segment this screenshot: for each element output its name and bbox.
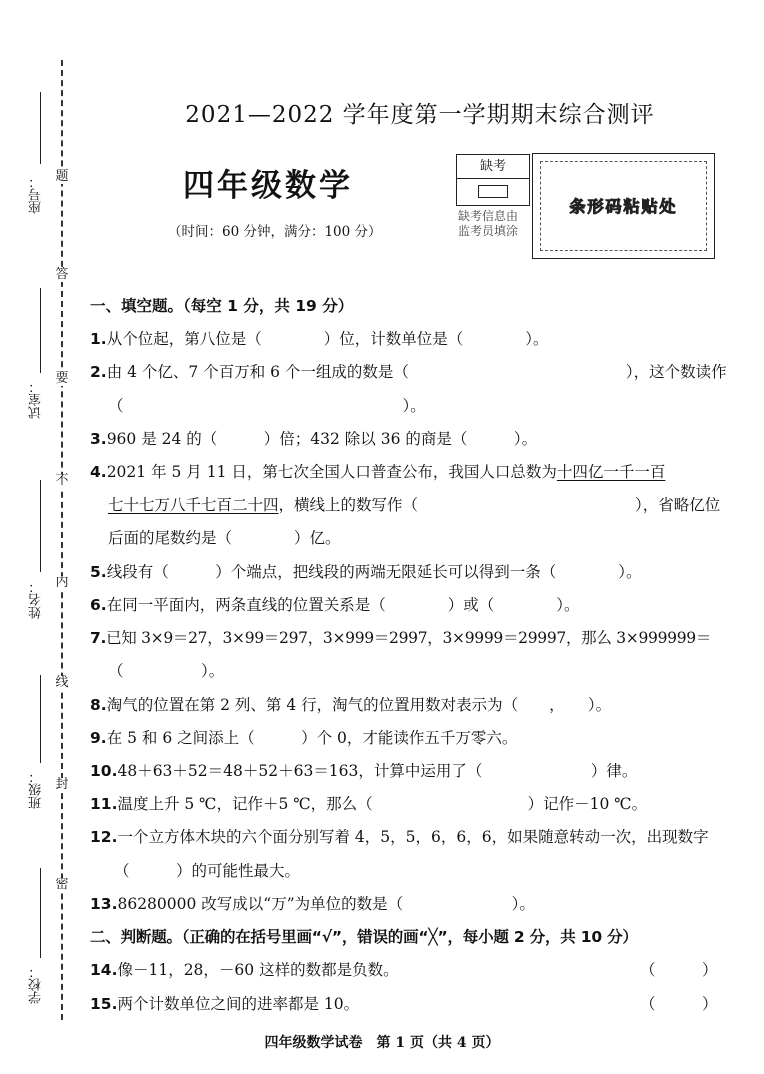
question-number: 3.	[90, 430, 107, 448]
question-text: 两个计数单位之间的进率都是 10。	[117, 995, 360, 1013]
seal-char: 要	[55, 371, 69, 386]
question-text: 像－11，28，－60 这样的数都是负数。	[117, 961, 399, 979]
question-text: 960 是 24 的（ ）倍；432 除以 36 的商是（ ）。	[106, 430, 538, 448]
question-number: 9.	[90, 729, 107, 747]
question-number: 6.	[90, 596, 107, 614]
question-number: 14.	[90, 961, 118, 979]
question-9	[90, 728, 517, 748]
question-13	[90, 894, 535, 914]
seal-char: 题	[55, 169, 69, 184]
question-4-cont2: 后面的尾数约是（ ）亿。	[108, 529, 341, 547]
exam-title: 2021—2022 学年度第一学期期末综合测评	[185, 102, 655, 128]
question-text: ，横线上的数写作（ ），省略亿位	[278, 496, 721, 514]
question-number: 10.	[90, 762, 118, 780]
question-7-cont: （ ）。	[108, 662, 225, 680]
question-text: 淘气的位置在第 2 列、第 4 行，淘气的位置用数对表示为（ ， ）。	[106, 696, 612, 714]
room-label: 试室：	[29, 380, 44, 419]
absent-mark-box[interactable]	[478, 185, 508, 198]
binding-dashed-line	[61, 60, 63, 1020]
question-number: 11.	[90, 795, 118, 813]
room-field[interactable]	[40, 288, 41, 373]
question-number: 13.	[90, 895, 118, 913]
question-text: 已知 3×9＝27，3×99＝297，3×999＝2997，3×9999＝29997，那么 3×999999＝	[106, 629, 712, 647]
answer-parentheses[interactable]: （ ）	[640, 961, 718, 979]
question-text: 线段有（ ）个端点，把线段的两端无限延长可以得到一条（ ）。	[106, 563, 642, 581]
seal-char: 线	[55, 675, 69, 690]
question-14	[90, 960, 399, 980]
question-number: 15.	[90, 995, 118, 1013]
barcode-area	[532, 153, 715, 259]
question-number: 2.	[90, 363, 107, 381]
seat-field[interactable]	[40, 92, 41, 164]
question-text: 在 5 和 6 之间添上（ ）个 0，才能读作五千万零六。	[106, 729, 518, 747]
question-4-cont	[108, 495, 720, 515]
answer-parentheses[interactable]: （ ）	[640, 995, 718, 1013]
question-6	[90, 595, 579, 615]
question-5	[90, 562, 641, 582]
school-label: 学校：	[29, 965, 44, 1004]
question-number: 7.	[90, 629, 107, 647]
question-text: 48＋63＋52＝48＋52＋63＝163，计算中运用了（ ）律。	[117, 762, 638, 780]
section-fill-heading: 一、填空题。（每空 1 分，共 19 分）	[90, 297, 354, 315]
absent-label: 缺考	[457, 156, 529, 179]
question-8	[90, 695, 611, 715]
time-info: （时间：60 分钟，满分：100 分）	[168, 224, 382, 240]
question-12	[90, 827, 709, 847]
absent-box	[456, 154, 530, 206]
question-11	[90, 794, 647, 814]
question-7	[90, 628, 711, 648]
question-15	[90, 994, 359, 1014]
question-text: 从个位起，第八位是（ ）位，计数单位是（ ）。	[106, 330, 549, 348]
question-text: 温度上升 5 ℃，记作＋5 ℃，那么（ ）记作－10 ℃。	[117, 795, 648, 813]
question-4	[90, 462, 665, 482]
barcode-label: 条形码粘贴处	[569, 197, 678, 216]
question-number: 12.	[90, 828, 118, 846]
question-10	[90, 761, 637, 781]
question-text: 在同一平面内，两条直线的位置关系是（ ）或（ ）。	[106, 596, 580, 614]
section-judge-heading: 二、判断题。（正确的在括号里画“√”，错误的画“╳”，每小题 2 分，共 10 分）	[90, 928, 638, 946]
question-12-cont: （ ）的可能性最大。	[114, 862, 301, 880]
seal-char: 密	[55, 877, 69, 892]
question-1	[90, 329, 548, 349]
question-number: 8.	[90, 696, 107, 714]
question-3	[90, 429, 537, 449]
subject-title: 四年级数学	[183, 168, 353, 204]
page-footer: 四年级数学试卷 第 1 页（共 4 页）	[264, 1035, 500, 1051]
question-number: 4.	[90, 463, 107, 481]
seal-char: 答	[55, 267, 69, 282]
school-field[interactable]	[40, 868, 41, 958]
name-field[interactable]	[40, 480, 41, 572]
question-number: 1.	[90, 330, 107, 348]
question-2	[90, 362, 727, 382]
seal-char: 不	[55, 473, 69, 488]
question-text: 一个立方体木块的六个面分别写着 4，5，5，6，6，6，如果随意转动一次，出现数字	[117, 828, 709, 846]
class-label: 班级：	[29, 770, 44, 809]
underlined-number: 十四亿一千一百	[556, 463, 666, 481]
question-number: 5.	[90, 563, 107, 581]
question-text: 2021 年 5 月 11 日，第七次全国人口普查公布，我国人口总数为	[106, 463, 557, 481]
seal-char: 封	[55, 777, 69, 792]
underlined-number: 七十七万八千七百二十四	[108, 496, 279, 514]
absent-note: 缺考信息由监考员填涂	[458, 209, 519, 238]
class-field[interactable]	[40, 675, 41, 763]
seat-label: 座号：	[29, 175, 44, 214]
question-2-cont: （ ）。	[108, 397, 426, 415]
name-label: 姓名：	[29, 580, 44, 619]
question-text: 86280000 改写成以“万”为单位的数是（ ）。	[117, 895, 535, 913]
seal-char: 内	[55, 575, 69, 590]
question-text: 由 4 个亿、7 个百万和 6 个一组成的数是（ ），这个数读作	[106, 363, 727, 381]
